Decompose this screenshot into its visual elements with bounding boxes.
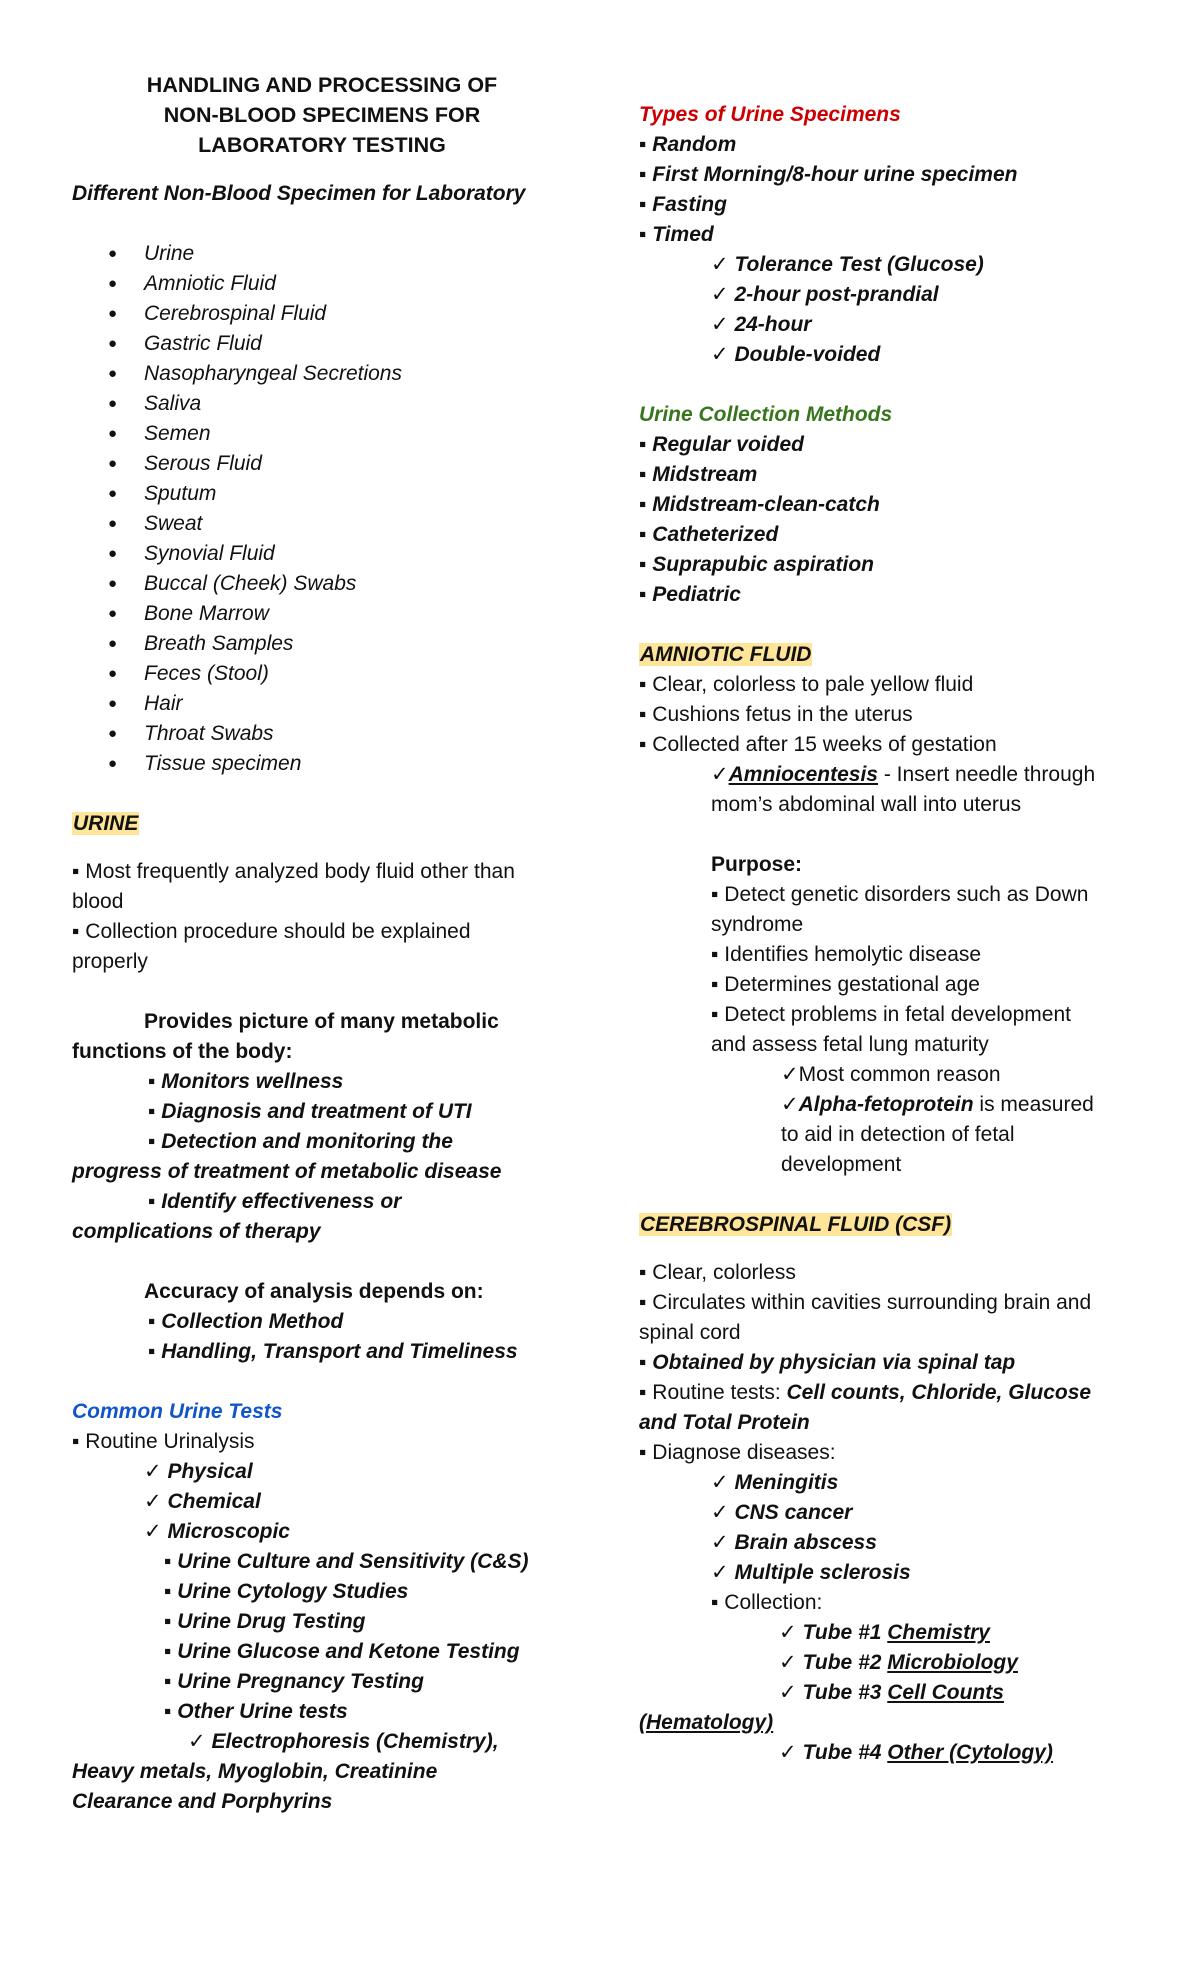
bullet-dot-icon: ● bbox=[108, 575, 118, 592]
specimen-name: Cerebrospinal Fluid bbox=[144, 302, 327, 325]
specimen-list-heading: Different Non-Blood Specimen for Laboratory bbox=[72, 182, 526, 205]
routine-check-item bbox=[72, 1517, 572, 1547]
bullet-dot-icon: ● bbox=[108, 485, 118, 502]
specimen-list-item bbox=[72, 689, 572, 719]
urine-test-item: ▪ Urine Culture and Sensitivity (C&S) bbox=[164, 1550, 529, 1573]
csf-point-3: ▪ Obtained by physician via spinal tap bbox=[639, 1351, 1016, 1374]
right-column bbox=[639, 100, 1139, 1768]
tube-2-value: Microbiology bbox=[887, 1651, 1018, 1674]
specimen-name: Sweat bbox=[144, 512, 203, 535]
specimen-list-item bbox=[72, 269, 572, 299]
bullet-dot-icon: ● bbox=[108, 365, 118, 382]
timed-type-label: Double-voided bbox=[734, 343, 881, 366]
bullet-dot-icon: ● bbox=[108, 725, 118, 742]
urine-function-2: ▪ Diagnosis and treatment of UTI bbox=[148, 1100, 472, 1123]
amniocentesis-term: Amniocentesis bbox=[728, 763, 878, 786]
afp-line-a bbox=[639, 1090, 1139, 1120]
specimen-name: Saliva bbox=[144, 392, 202, 415]
disease-item bbox=[639, 1528, 1139, 1558]
timed-type-label: 2-hour post-prandial bbox=[734, 283, 939, 306]
disease-item bbox=[639, 1498, 1139, 1528]
urine-point-1a: ▪ Most frequently analyzed body fluid other than bbox=[72, 860, 515, 883]
specimen-list-item bbox=[72, 719, 572, 749]
check-icon: ✓ bbox=[711, 1531, 729, 1554]
tube-4 bbox=[639, 1738, 1139, 1768]
urine-test-item: ▪ Urine Drug Testing bbox=[164, 1610, 366, 1633]
check-icon: ✓ bbox=[711, 313, 729, 336]
check-icon: ✓ bbox=[711, 253, 729, 276]
check-icon: ✓ bbox=[781, 1063, 799, 1086]
purpose-1b: syndrome bbox=[711, 913, 804, 936]
check-icon: ✓ bbox=[779, 1741, 797, 1764]
tube-4-label: Tube #4 bbox=[802, 1741, 888, 1764]
urine-function-1: ▪ Monitors wellness bbox=[148, 1070, 344, 1093]
disease-label: Multiple sclerosis bbox=[734, 1561, 911, 1584]
check-icon: ✓ bbox=[779, 1651, 797, 1674]
purpose-4b: and assess fetal lung maturity bbox=[711, 1033, 989, 1056]
bullet-dot-icon: ● bbox=[108, 275, 118, 292]
amniocentesis-desc-a: - Insert needle through bbox=[878, 763, 1096, 786]
collection-method-item: ▪ Midstream bbox=[639, 463, 758, 486]
other-tests-text-a: Electrophoresis (Chemistry), bbox=[211, 1730, 499, 1753]
collection-method-item: ▪ Regular voided bbox=[639, 433, 804, 456]
title-line-3: LABORATORY TESTING bbox=[198, 133, 446, 157]
specimen-name: Nasopharyngeal Secretions bbox=[144, 362, 402, 385]
tube-2 bbox=[639, 1648, 1139, 1678]
afp-term: Alpha-fetoprotein bbox=[798, 1093, 974, 1116]
specimen-list-item bbox=[72, 539, 572, 569]
specimen-list-item bbox=[72, 449, 572, 479]
tube-1-value: Chemistry bbox=[887, 1621, 990, 1644]
amniotic-heading: AMNIOTIC FLUID bbox=[640, 643, 812, 666]
disease-list bbox=[639, 1468, 1139, 1588]
left-column bbox=[72, 70, 572, 1817]
purpose-1a: ▪ Detect genetic disorders such as Down bbox=[711, 883, 1089, 906]
check-icon: ✓ bbox=[711, 1471, 729, 1494]
tube-4-value: Other (Cytology) bbox=[887, 1741, 1053, 1764]
disease-label: CNS cancer bbox=[734, 1501, 853, 1524]
check-icon: ✓ bbox=[188, 1730, 206, 1753]
methods-heading: Urine Collection Methods bbox=[639, 403, 893, 426]
disease-label: Meningitis bbox=[734, 1471, 839, 1494]
urine-accuracy-2: ▪ Handling, Transport and Timeliness bbox=[148, 1340, 518, 1363]
collection-method-item: ▪ Catheterized bbox=[639, 523, 779, 546]
specimen-list-item bbox=[72, 419, 572, 449]
types-list bbox=[639, 130, 1139, 250]
urine-test-item: ▪ Urine Pregnancy Testing bbox=[164, 1670, 424, 1693]
specimen-list-item bbox=[72, 329, 572, 359]
specimen-name: Feces (Stool) bbox=[144, 662, 269, 685]
routine-check-label: Physical bbox=[167, 1460, 253, 1483]
collection-method-item: ▪ Midstream-clean-catch bbox=[639, 493, 880, 516]
specimen-name: Gastric Fluid bbox=[144, 332, 262, 355]
bullet-dot-icon: ● bbox=[108, 515, 118, 532]
specimen-type-item: ▪ Timed bbox=[639, 223, 714, 246]
specimen-list-item bbox=[72, 749, 572, 779]
csf-point-2b: spinal cord bbox=[639, 1321, 741, 1344]
routine-check-item bbox=[72, 1457, 572, 1487]
specimen-type-item: ▪ First Morning/8-hour urine specimen bbox=[639, 163, 1018, 186]
csf-point-5: ▪ Diagnose diseases: bbox=[639, 1441, 836, 1464]
purpose-3: ▪ Determines gestational age bbox=[711, 973, 980, 996]
bullet-dot-icon: ● bbox=[108, 425, 118, 442]
urine-function-4b: complications of therapy bbox=[72, 1220, 321, 1243]
specimen-type-item: ▪ Random bbox=[639, 133, 737, 156]
specimen-name: Sputum bbox=[144, 482, 217, 505]
csf-heading: CEREBROSPINAL FLUID (CSF) bbox=[640, 1213, 952, 1236]
urine-point-2a: ▪ Collection procedure should be explained bbox=[72, 920, 471, 943]
collection-method-item: ▪ Suprapubic aspiration bbox=[639, 553, 874, 576]
afp-desc-a: is measured bbox=[973, 1093, 1094, 1116]
types-heading: Types of Urine Specimens bbox=[639, 103, 901, 126]
other-tests-line-a bbox=[72, 1727, 572, 1757]
tube-2-label: Tube #2 bbox=[802, 1651, 888, 1674]
amniotic-point: ▪ Collected after 15 weeks of gestation bbox=[639, 733, 997, 756]
specimen-list-item bbox=[72, 629, 572, 659]
amniotic-point: ▪ Clear, colorless to pale yellow fluid bbox=[639, 673, 974, 696]
specimen-name: Amniotic Fluid bbox=[144, 272, 276, 295]
specimen-list-item bbox=[72, 359, 572, 389]
bullet-dot-icon: ● bbox=[108, 665, 118, 682]
timed-type-item bbox=[639, 280, 1139, 310]
specimen-list-item bbox=[72, 389, 572, 419]
check-icon: ✓ bbox=[144, 1460, 162, 1483]
specimen-type-item: ▪ Fasting bbox=[639, 193, 727, 216]
tube-1-label: Tube #1 bbox=[802, 1621, 888, 1644]
amniocentesis-line-b: mom’s abdominal wall into uterus bbox=[711, 793, 1022, 816]
tube-1 bbox=[639, 1618, 1139, 1648]
tube-3-value-a: Cell Counts bbox=[887, 1681, 1004, 1704]
tube-3-label: Tube #3 bbox=[802, 1681, 888, 1704]
urine-test-item: ▪ Urine Glucose and Ketone Testing bbox=[164, 1640, 520, 1663]
most-common-reason-text: Most common reason bbox=[798, 1063, 1001, 1086]
specimen-name: Bone Marrow bbox=[144, 602, 269, 625]
csf-collection: ▪ Collection: bbox=[711, 1591, 823, 1614]
routine-checks bbox=[72, 1457, 572, 1547]
specimen-list-item bbox=[72, 569, 572, 599]
urine-test-item: ▪ Other Urine tests bbox=[164, 1700, 348, 1723]
tube-3-value-b: (Hematology) bbox=[639, 1711, 774, 1734]
check-icon: ✓ bbox=[781, 1093, 799, 1116]
urine-function-4a: ▪ Identify effectiveness or bbox=[148, 1190, 402, 1213]
check-icon: ✓ bbox=[711, 343, 729, 366]
bullet-dot-icon: ● bbox=[108, 455, 118, 472]
routine-check-label: Chemical bbox=[167, 1490, 261, 1513]
timed-list bbox=[639, 250, 1139, 370]
afp-line-b: to aid in detection of fetal bbox=[781, 1123, 1015, 1146]
bullet-dot-icon: ● bbox=[108, 335, 118, 352]
check-icon: ✓ bbox=[711, 763, 729, 786]
routine-urinalysis: ▪ Routine Urinalysis bbox=[72, 1430, 255, 1453]
check-icon: ✓ bbox=[779, 1681, 797, 1704]
bullet-dot-icon: ● bbox=[108, 605, 118, 622]
bullet-dot-icon: ● bbox=[108, 395, 118, 412]
bullet-dot-icon: ● bbox=[108, 545, 118, 562]
urine-function-3b: progress of treatment of metabolic disease bbox=[72, 1160, 502, 1183]
purpose-4a: ▪ Detect problems in fetal development bbox=[711, 1003, 1071, 1026]
title-line-1: HANDLING AND PROCESSING OF bbox=[146, 73, 498, 97]
urine-provides-a: Provides picture of many metabolic bbox=[144, 1010, 499, 1033]
urine-function-3a: ▪ Detection and monitoring the bbox=[148, 1130, 453, 1153]
urine-subitems bbox=[72, 1547, 572, 1727]
disease-item bbox=[639, 1468, 1139, 1498]
title-line-2: NON-BLOOD SPECIMENS FOR bbox=[163, 103, 481, 127]
disease-label: Brain abscess bbox=[734, 1531, 877, 1554]
specimen-list-item bbox=[72, 299, 572, 329]
timed-type-label: Tolerance Test (Glucose) bbox=[734, 253, 984, 276]
collection-method-item: ▪ Pediatric bbox=[639, 583, 741, 606]
check-icon: ✓ bbox=[711, 1501, 729, 1524]
amniotic-list bbox=[639, 670, 1139, 760]
specimen-list bbox=[72, 239, 572, 779]
specimen-name: Throat Swabs bbox=[144, 722, 274, 745]
timed-type-label: 24-hour bbox=[734, 313, 812, 336]
specimen-name: Tissue specimen bbox=[144, 752, 302, 775]
specimen-list-item bbox=[72, 599, 572, 629]
specimen-name: Breath Samples bbox=[144, 632, 294, 655]
most-common-reason bbox=[639, 1060, 1139, 1090]
check-icon: ✓ bbox=[711, 283, 729, 306]
specimen-name: Semen bbox=[144, 422, 211, 445]
urine-accuracy-1: ▪ Collection Method bbox=[148, 1310, 344, 1333]
purpose-2: ▪ Identifies hemolytic disease bbox=[711, 943, 982, 966]
check-icon: ✓ bbox=[144, 1490, 162, 1513]
specimen-name: Serous Fluid bbox=[144, 452, 262, 475]
check-icon: ✓ bbox=[711, 1561, 729, 1584]
csf-routine-tests-a: Cell counts, Chloride, Glucose bbox=[786, 1381, 1092, 1404]
urine-test-item: ▪ Urine Cytology Studies bbox=[164, 1580, 409, 1603]
bullet-dot-icon: ● bbox=[108, 695, 118, 712]
csf-point-4a bbox=[639, 1378, 1139, 1408]
methods-list bbox=[639, 430, 1139, 610]
urine-accuracy-heading: Accuracy of analysis depends on: bbox=[144, 1280, 484, 1303]
timed-type-item bbox=[639, 340, 1139, 370]
amniocentesis-line-a bbox=[639, 760, 1139, 790]
urine-point-1b: blood bbox=[72, 890, 124, 913]
document-title bbox=[72, 70, 572, 160]
csf-point-2a: ▪ Circulates within cavities surrounding brain and bbox=[639, 1291, 1092, 1314]
specimen-list-item bbox=[72, 509, 572, 539]
routine-check-label: Microscopic bbox=[167, 1520, 290, 1543]
check-icon: ✓ bbox=[779, 1621, 797, 1644]
urine-heading: URINE bbox=[73, 812, 139, 835]
specimen-list-item bbox=[72, 479, 572, 509]
specimen-list-item bbox=[72, 659, 572, 689]
other-tests-line-b: Heavy metals, Myoglobin, Creatinine bbox=[72, 1760, 438, 1783]
urine-point-2b: properly bbox=[72, 950, 148, 973]
other-tests-line-c: Clearance and Porphyrins bbox=[72, 1790, 333, 1813]
specimen-name: Synovial Fluid bbox=[144, 542, 275, 565]
purpose-heading: Purpose: bbox=[711, 853, 803, 876]
specimen-list-item bbox=[72, 239, 572, 269]
csf-point-1: ▪ Clear, colorless bbox=[639, 1261, 796, 1284]
csf-routine-tests-b: and Total Protein bbox=[639, 1411, 810, 1434]
bullet-dot-icon: ● bbox=[108, 635, 118, 652]
csf-routine-prefix: ▪ Routine tests: bbox=[639, 1381, 787, 1404]
disease-item bbox=[639, 1558, 1139, 1588]
specimen-name: Buccal (Cheek) Swabs bbox=[144, 572, 357, 595]
bullet-dot-icon: ● bbox=[108, 245, 118, 262]
common-tests-heading: Common Urine Tests bbox=[72, 1400, 283, 1423]
amniotic-point: ▪ Cushions fetus in the uterus bbox=[639, 703, 913, 726]
specimen-name: Hair bbox=[144, 692, 183, 715]
bullet-dot-icon: ● bbox=[108, 305, 118, 322]
bullet-dot-icon: ● bbox=[108, 755, 118, 772]
urine-provides-b: functions of the body: bbox=[72, 1040, 293, 1063]
timed-type-item bbox=[639, 250, 1139, 280]
timed-type-item bbox=[639, 310, 1139, 340]
check-icon: ✓ bbox=[144, 1520, 162, 1543]
routine-check-item bbox=[72, 1487, 572, 1517]
afp-line-c: development bbox=[781, 1153, 902, 1176]
specimen-name: Urine bbox=[144, 242, 195, 265]
tube-3 bbox=[639, 1678, 1139, 1708]
